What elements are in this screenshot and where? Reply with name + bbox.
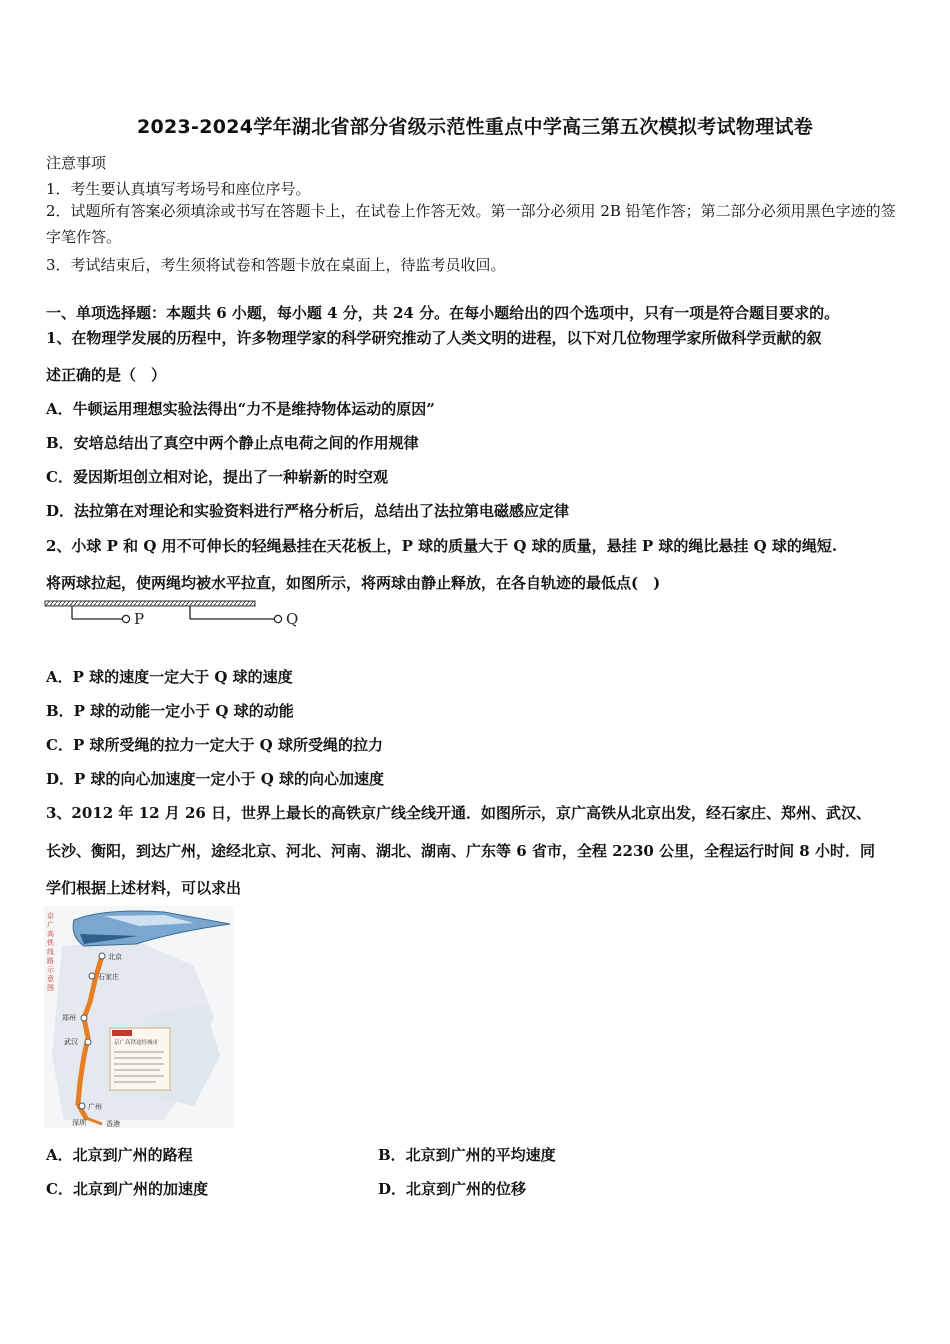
q2-option-c: C．P 球所受绳的拉力一定大于 Q 球所受绳的拉力 xyxy=(46,736,383,754)
ball-q xyxy=(274,615,281,622)
station-beijing xyxy=(99,953,105,959)
ceiling xyxy=(45,601,255,606)
q3-option-b: B．北京到广州的平均速度 xyxy=(378,1146,556,1164)
ball-p xyxy=(122,615,129,622)
q2-stem-line1: 2、小球 P 和 Q 用不可伸长的轻绳悬挂在天花板上，P 球的质量大于 Q 球的质量，悬挂 P 球的绳比悬挂 Q 球的绳短. xyxy=(46,537,838,555)
notice-item-1: 1．考生要认真填写考场号和座位序号。 xyxy=(46,180,311,198)
q1-option-c: C．爱因斯坦创立相对论，提出了一种崭新的时空观 xyxy=(46,468,388,486)
svg-text:示: 示 xyxy=(47,966,54,974)
q3-option-d: D．北京到广州的位移 xyxy=(378,1180,527,1198)
q2-option-b: B．P 球的动能一定小于 Q 球的动能 xyxy=(46,702,294,720)
svg-text:图: 图 xyxy=(47,984,54,992)
svg-text:路: 路 xyxy=(47,957,54,965)
q3-option-c: C．北京到广州的加速度 xyxy=(46,1180,208,1198)
inset-box xyxy=(110,1028,170,1090)
svg-text:线: 线 xyxy=(47,948,54,956)
city-beijing: 北京 xyxy=(108,953,122,961)
section-heading: 一、单项选择题：本题共 6 小题，每小题 4 分，共 24 分。在每小题给出的四个选项中，只有一项是符合题目要求的。 xyxy=(46,304,840,322)
svg-text:铁: 铁 xyxy=(47,939,54,947)
q1-stem-line1: 1、在物理学发展的历程中，许多物理学家的科学研究推动了人类文明的进程，以下对几位物理学家所做科学贡献的叙 xyxy=(46,329,822,347)
svg-text:意: 意 xyxy=(47,975,54,983)
city-zhengzhou: 郑州 xyxy=(62,1014,76,1022)
label-q: Q xyxy=(286,610,299,628)
q1-stem-line2: 述正确的是（ ） xyxy=(46,366,167,384)
svg-text:高: 高 xyxy=(47,930,54,938)
notice-item-3: 3．考试结束后，考生须将试卷和答题卡放在桌面上，待监考员收回。 xyxy=(46,256,506,274)
q3-stem-line3: 学们根据上述材料，可以求出 xyxy=(46,879,242,897)
q3-option-a: A．北京到广州的路程 xyxy=(46,1146,193,1164)
railway-map-image xyxy=(44,906,234,1128)
notice-heading: 注意事项 xyxy=(46,154,107,172)
exam-title: 2023-2024学年湖北省部分省级示范性重点中学高三第五次模拟考试物理试卷 xyxy=(136,116,814,138)
station-zhengzhou xyxy=(81,1015,87,1021)
city-shijiazhuang: 石家庄 xyxy=(98,973,119,981)
station-wuhan xyxy=(85,1039,91,1045)
q2-option-d: D．P 球的向心加速度一定小于 Q 球的向心加速度 xyxy=(46,770,385,788)
city-guangzhou: 广州 xyxy=(88,1103,102,1111)
label-p: P xyxy=(134,610,145,628)
city-wuhan: 武汉 xyxy=(64,1038,78,1046)
svg-text:广: 广 xyxy=(47,921,54,929)
city-shenzhen: 深圳 xyxy=(72,1119,86,1127)
station-guangzhou xyxy=(79,1103,85,1109)
q1-option-a: A．牛顿运用理想实验法得出“力不是维持物体运动的原因” xyxy=(46,400,435,418)
notice-item-2: 2．试题所有答案必须填涂或书写在答题卡上，在试卷上作答无效。第一部分必须用 2B 铅笔作答；第二部分必须用黑色字迹的签字笔作答。 xyxy=(46,202,896,246)
inset-title: 京广高铁途经城市 xyxy=(114,1040,159,1046)
q2-stem-line2: 将两球拉起，使两绳均被水平拉直，如图所示，将两球由静止释放，在各自轨迹的最低点( ) xyxy=(46,574,661,592)
q3-stem-line1: 3、2012 年 12 月 26 日，世界上最长的高铁京广线全线开通．如图所示，京广高铁从北京出发，经石家庄、郑州、武汉、 xyxy=(46,804,872,822)
q3-stem-line2: 长沙、衡阳，到达广州，途经北京、河北、河南、湖北、湖南、广东等 6 省市，全程 2230 公里，全程运行时间 8 小时．同 xyxy=(46,842,875,860)
pendulum-diagram xyxy=(44,598,314,632)
station-shijiazhuang xyxy=(89,973,95,979)
city-hongkong: 香港 xyxy=(106,1120,120,1128)
q1-option-b: B．安培总结出了真空中两个静止点电荷之间的作用规律 xyxy=(46,434,419,452)
svg-text:京: 京 xyxy=(47,912,54,920)
q1-option-d: D．法拉第在对理论和实验资料进行严格分析后，总结出了法拉第电磁感应定律 xyxy=(46,502,570,520)
map-title xyxy=(47,911,55,992)
q2-option-a: A．P 球的速度一定大于 Q 球的速度 xyxy=(46,668,293,686)
